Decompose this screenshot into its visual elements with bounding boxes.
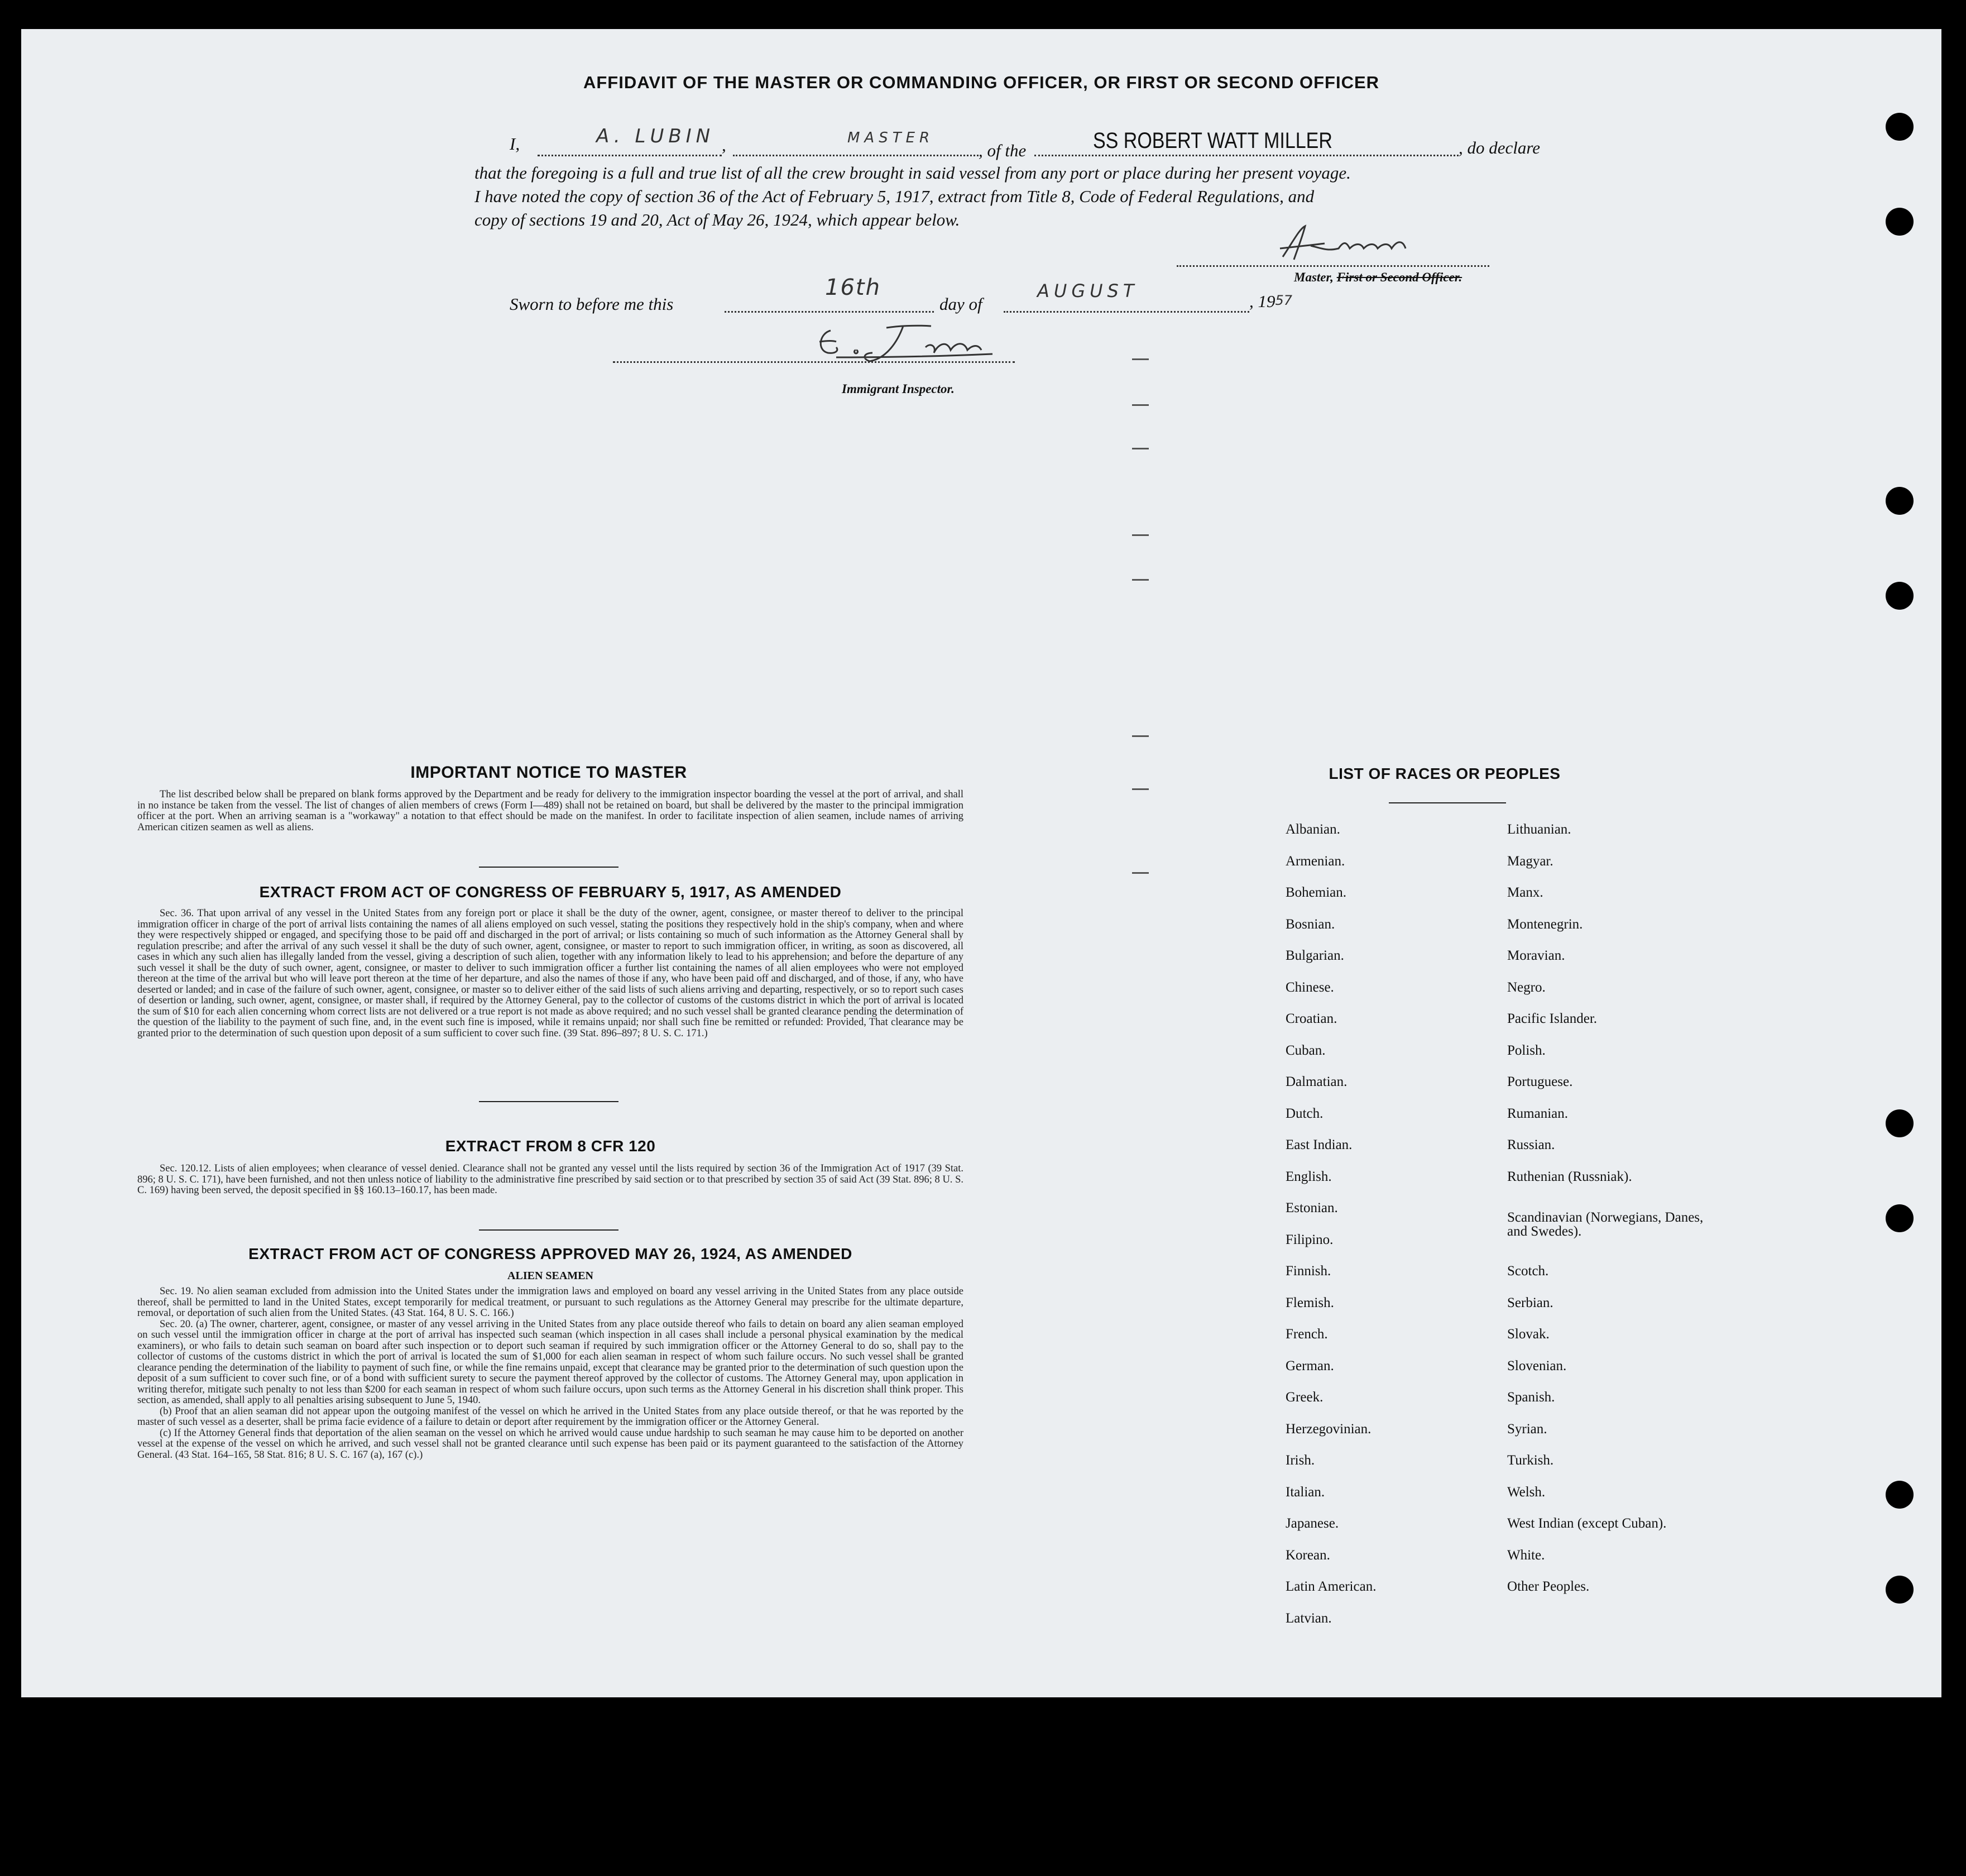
- name-line: [538, 155, 722, 156]
- race-item: Slovak.: [1507, 1327, 1550, 1342]
- race-item: Armenian.: [1286, 853, 1345, 869]
- races-right-column: [1507, 29, 1786, 1697]
- race-item: Turkish.: [1507, 1453, 1554, 1468]
- declaration-line-4: copy of sections 19 and 20, Act of May 26, 1924, which appear below.: [474, 210, 960, 229]
- race-item: Flemish.: [1286, 1295, 1334, 1310]
- scan-mark: [1132, 872, 1149, 874]
- race-item: English.: [1286, 1169, 1332, 1184]
- race-item: East Indian.: [1286, 1137, 1353, 1152]
- document-page: [21, 29, 1941, 1697]
- race-item: Polish.: [1507, 1042, 1546, 1058]
- race-item: Bosnian.: [1286, 916, 1335, 932]
- race-item: Japanese.: [1286, 1516, 1339, 1531]
- vessel-name: SS ROBERT WATT MILLER: [1093, 128, 1332, 153]
- year-prefix: , 19: [1249, 291, 1275, 311]
- scan-mark: [1132, 448, 1149, 449]
- punch-hole: [1886, 1576, 1914, 1604]
- scan-mark: [1132, 404, 1149, 406]
- race-item: Scandinavian (Norwegians, Danes, and Swedes).: [1507, 1210, 1704, 1239]
- sec-20a-paragraph: Sec. 20. (a) The owner, charterer, agent, consignee, or master of any vessel arriving in the United States from any place outside thereof who fails to detain on board any alien seaman employed on such vessel until the immigration officer in charge at the port of arrival has inspected such seaman (which inspection in all cases shall include a personal physical examination by the medical examiners), or who fails to detain such seaman on board after such inspection or to deport such seaman if required by such immigration officer or the Attorney General to do so, shall pay to the collector of customs of the customs district in which the port of arrival is located the sum of $1,000 for each alien seaman in respect of whom such failure occurs. No such vessel shall be granted clearance pending the determination of the liability to payment of such fine, or while the fine remains unpaid, except that clearance may be granted prior to the determination of such question upon the deposit of a sum sufficient to cover such fine, or of a bond with sufficient surety to secure the payment thereof approved by the collector of customs. The Attorney General may, upon application in writing therefor, mitigate such penalty to not less than $200 for each seaman in respect of whom such failure occurs, upon such terms as the Attorney General in his discretion shall think proper. This section, as amended, shall apply to all penalties arising subsequent to June 5, 1940.: [137, 1318, 963, 1406]
- year-suffix: 57: [1275, 293, 1293, 308]
- master-rank: MASTER: [847, 130, 934, 146]
- race-item: Spanish.: [1507, 1390, 1555, 1405]
- punch-hole: [1886, 1481, 1914, 1509]
- sworn-day-line: [725, 311, 934, 313]
- extract-1924-body: [137, 1286, 963, 1461]
- inspector-signature-line: [613, 361, 1015, 363]
- inspector-caption: Immigrant Inspector.: [842, 382, 955, 396]
- punch-hole: [1886, 208, 1914, 236]
- rank-line: [733, 155, 979, 156]
- master-caption-prefix: Master,: [1294, 270, 1334, 284]
- punch-hole: [1886, 1204, 1914, 1232]
- race-item: Serbian.: [1507, 1295, 1553, 1310]
- races-title: LIST OF RACES OR PEOPLES: [1329, 765, 1561, 782]
- race-item: Dutch.: [1286, 1106, 1324, 1121]
- divider: [479, 1229, 618, 1231]
- affidavit-title: AFFIDAVIT OF THE MASTER OR COMMANDING OFFICER, OR FIRST OR SECOND OFFICER: [583, 73, 1380, 92]
- race-item: Slovenian.: [1507, 1358, 1567, 1374]
- race-item: Estonian.: [1286, 1200, 1338, 1215]
- race-item: German.: [1286, 1358, 1334, 1374]
- race-item: Russian.: [1507, 1137, 1555, 1152]
- sworn-label: Sworn to before me this: [510, 294, 674, 314]
- scan-mark: [1132, 735, 1149, 737]
- name-comma: ,: [722, 135, 726, 155]
- race-item: Montenegrin.: [1507, 916, 1583, 932]
- extract-8cfr-text: Sec. 120.12. Lists of alien employees; when clearance of vessel denied. Clearance shall not be granted any vessel until the lists required by section 36 of the Immigration Act of 1917 (39 Stat. 896; 8 U. S. C. 171), have been furnished, and not then unless notice of liability to the administrative fine prescribed by said section or to that prescribed by section 35 of said Act (39 Stat. 896; 8 U. S. C. 169) having been served, the deposit specified in §§ 160.13–160.17, has been made.: [137, 1163, 963, 1196]
- race-item: Other Peoples.: [1507, 1579, 1590, 1594]
- race-item: Syrian.: [1507, 1421, 1547, 1437]
- race-item: Filipino.: [1286, 1232, 1334, 1247]
- declaration-line-2: that the foregoing is a full and true list of all the crew brought in said vessel from any port or place during her present voyage.: [474, 163, 1351, 183]
- notice-title: IMPORTANT NOTICE TO MASTER: [410, 763, 687, 782]
- extract-1924-title: EXTRACT FROM ACT OF CONGRESS APPROVED MAY 26, 1924, AS AMENDED: [248, 1245, 852, 1262]
- sworn-month: AUGUST: [1037, 280, 1139, 302]
- race-item: Bohemian.: [1286, 885, 1347, 900]
- punch-hole: [1886, 582, 1914, 610]
- race-item: Finnish.: [1286, 1264, 1331, 1279]
- of-the-label: , of the: [979, 141, 1027, 160]
- race-item: Negro.: [1507, 979, 1546, 995]
- race-item: West Indian (except Cuban).: [1507, 1516, 1667, 1531]
- race-item: Lithuanian.: [1507, 822, 1571, 837]
- divider: [479, 867, 618, 868]
- scan-mark: [1132, 788, 1149, 790]
- race-item: Albanian.: [1286, 822, 1340, 837]
- sec-20c-paragraph: (c) If the Attorney General finds that deportation of the alien seaman on the vessel on which he arrived would cause undue hardship to such seaman he may cause him to be deported on another vessel at the expense of the vessel on which he arrived, and such vessel shall not be granted clearance until such expense has been paid or its payment guaranteed to the satisfaction of the Attorney General. (43 Stat. 164–165, 58 Stat. 816; 8 U. S. C. 167 (a), 167 (c).): [137, 1427, 963, 1461]
- notice-text: The list described below shall be prepared on blank forms approved by the Department and be ready for delivery to the immigration inspector boarding the vessel at the port of arrival, and shall in no instance be taken from the vessel. The list of changes of alien members of crews (Form I—489) shall not be retained on board, but shall be delivered by the master to the principal immigration officer at the port. When an arriving seaman is a "workaway" a notation to that effect should be made on the manifest. In order to facilitate inspection of alien seamen, include names of arriving American citizen seamen as well as aliens.: [137, 789, 963, 833]
- day-of-label: day of: [939, 294, 982, 314]
- race-item: Scotch.: [1507, 1264, 1549, 1279]
- race-item: Manx.: [1507, 885, 1543, 900]
- race-item: White.: [1507, 1547, 1545, 1563]
- punch-hole: [1886, 113, 1914, 141]
- master-caption-struck: First or Second Officer.: [1336, 270, 1462, 284]
- race-item: Magyar.: [1507, 853, 1553, 869]
- sec-19-paragraph: Sec. 19. No alien seaman excluded from admission into the United States under the immigration laws and employed on board any vessel arriving in the United States from any place outside thereof, shall be permitted to land in the United States, except temporarily for medical treatment, or pursuant to such regulations as the Attorney General may prescribe for the ultimate departure, removal, or deportation of such alien from the United States. (43 Stat. 164, 8 U. S. C. 166.): [137, 1286, 963, 1319]
- races-left-column: [1286, 29, 1498, 1697]
- do-declare-label: , do declare: [1459, 138, 1541, 157]
- race-item: Korean.: [1286, 1547, 1330, 1563]
- race-item: Portuguese.: [1507, 1074, 1573, 1089]
- race-item: Ruthenian (Russniak).: [1507, 1169, 1632, 1184]
- divider: [479, 1101, 618, 1102]
- punch-hole: [1886, 1109, 1914, 1137]
- race-item: Welsh.: [1507, 1484, 1546, 1500]
- declaration-line-3: I have noted the copy of section 36 of the Act of February 5, 1917, extract from Title 8, Code of Federal Regulations, and: [474, 186, 1315, 206]
- sec-20b-paragraph: (b) Proof that an alien seaman did not appear upon the outgoing manifest of the vessel on which he arrived in the United States from any place outside thereof, or that he was reported by the master of such vessel as a deserter, shall be prima facie evidence of a failure to detain or deport after requirement by the immigration officer or the Attorney General.: [137, 1405, 963, 1428]
- extract-1917-text: Sec. 36. That upon arrival of any vessel in the United States from any foreign port or place it shall be the duty of the owner, agent, consignee, or master thereof to deliver to the principal immigration officer in charge of the port of arrival lists containing the names of all aliens employed on such vessel, stating the positions they respectively hold in the ship's company, when and where they were respectively shipped or engaged, and specifying those to be paid off and discharged in the port of arrival; or lists containing so much of such information as the Attorney General shall by regulation prescribe; and after the arrival of any such vessel it shall be the duty of such owner, agent, consignee, or master to report to such immigration officer, in writing, as soon as discovered, all cases in which any such alien has illegally landed from the vessel, giving a description of such alien, together with any information likely to lead to his apprehension; and before the departure of any such vessel it shall be the duty of such owner, agent, consignee, or master to deliver to such immigration officer a further list containing the names of all alien employees who were not employed thereon at the time of the arrival but who will leave port thereon at the time of her departure, and also the names of those if any, who have been paid off and discharged, and of those, if any, who have deserted or landed; and in case of the failure of such owner, agent, consignee, or master so to deliver either of the said lists of such aliens arriving and departing, respectively, or so to report such cases of desertion or landing, such owner, agent, consignee, or master shall, if required by the Attorney General, pay to the collector of customs of the customs district in which the port of arrival is located the sum of $10 for each alien concerning whom correct lists are not delivered or a true report is not made as above required; and no such vessel shall be granted clearance pending the determination of the question of the liability to the payment of such fine, and, in the event such fine is imposed, while it remains unpaid; nor shall such fine be remitted or refunded: Provided, That clearance may be granted prior to the determination of such question upon deposit of a sum sufficient to cover such fine. (39 Stat. 896–897; 8 U. S. C. 171.): [137, 908, 963, 1039]
- punch-hole: [1886, 487, 1914, 515]
- race-item: Rumanian.: [1507, 1106, 1569, 1121]
- race-item: Herzegovinian.: [1286, 1421, 1372, 1437]
- race-item: Chinese.: [1286, 979, 1334, 995]
- race-item: Dalmatian.: [1286, 1074, 1348, 1089]
- race-item: Latvian.: [1286, 1610, 1332, 1626]
- race-item: Moravian.: [1507, 948, 1565, 963]
- race-item: French.: [1286, 1327, 1328, 1342]
- race-item: Croatian.: [1286, 1011, 1337, 1026]
- extract-1917-title: EXTRACT FROM ACT OF CONGRESS OF FEBRUARY 5, 1917, AS AMENDED: [259, 883, 842, 901]
- race-item: Cuban.: [1286, 1042, 1326, 1058]
- race-item: Pacific Islander.: [1507, 1011, 1598, 1026]
- extract-8cfr-title: EXTRACT FROM 8 CFR 120: [445, 1137, 656, 1155]
- sworn-day: 16th: [825, 275, 881, 300]
- extract-1924-subtitle: ALIEN SEAMEN: [507, 1270, 593, 1282]
- i-label: I,: [510, 134, 520, 154]
- race-item: Italian.: [1286, 1484, 1325, 1500]
- scan-mark: [1132, 534, 1149, 536]
- master-name: A. LUBIN: [596, 125, 715, 147]
- race-item: Bulgarian.: [1286, 948, 1344, 963]
- scan-mark: [1132, 579, 1149, 581]
- race-item: Irish.: [1286, 1453, 1315, 1468]
- sworn-month-line: [1004, 311, 1249, 313]
- race-item: Latin American.: [1286, 1579, 1377, 1594]
- scan-mark: [1132, 358, 1149, 360]
- race-item: Greek.: [1286, 1390, 1324, 1405]
